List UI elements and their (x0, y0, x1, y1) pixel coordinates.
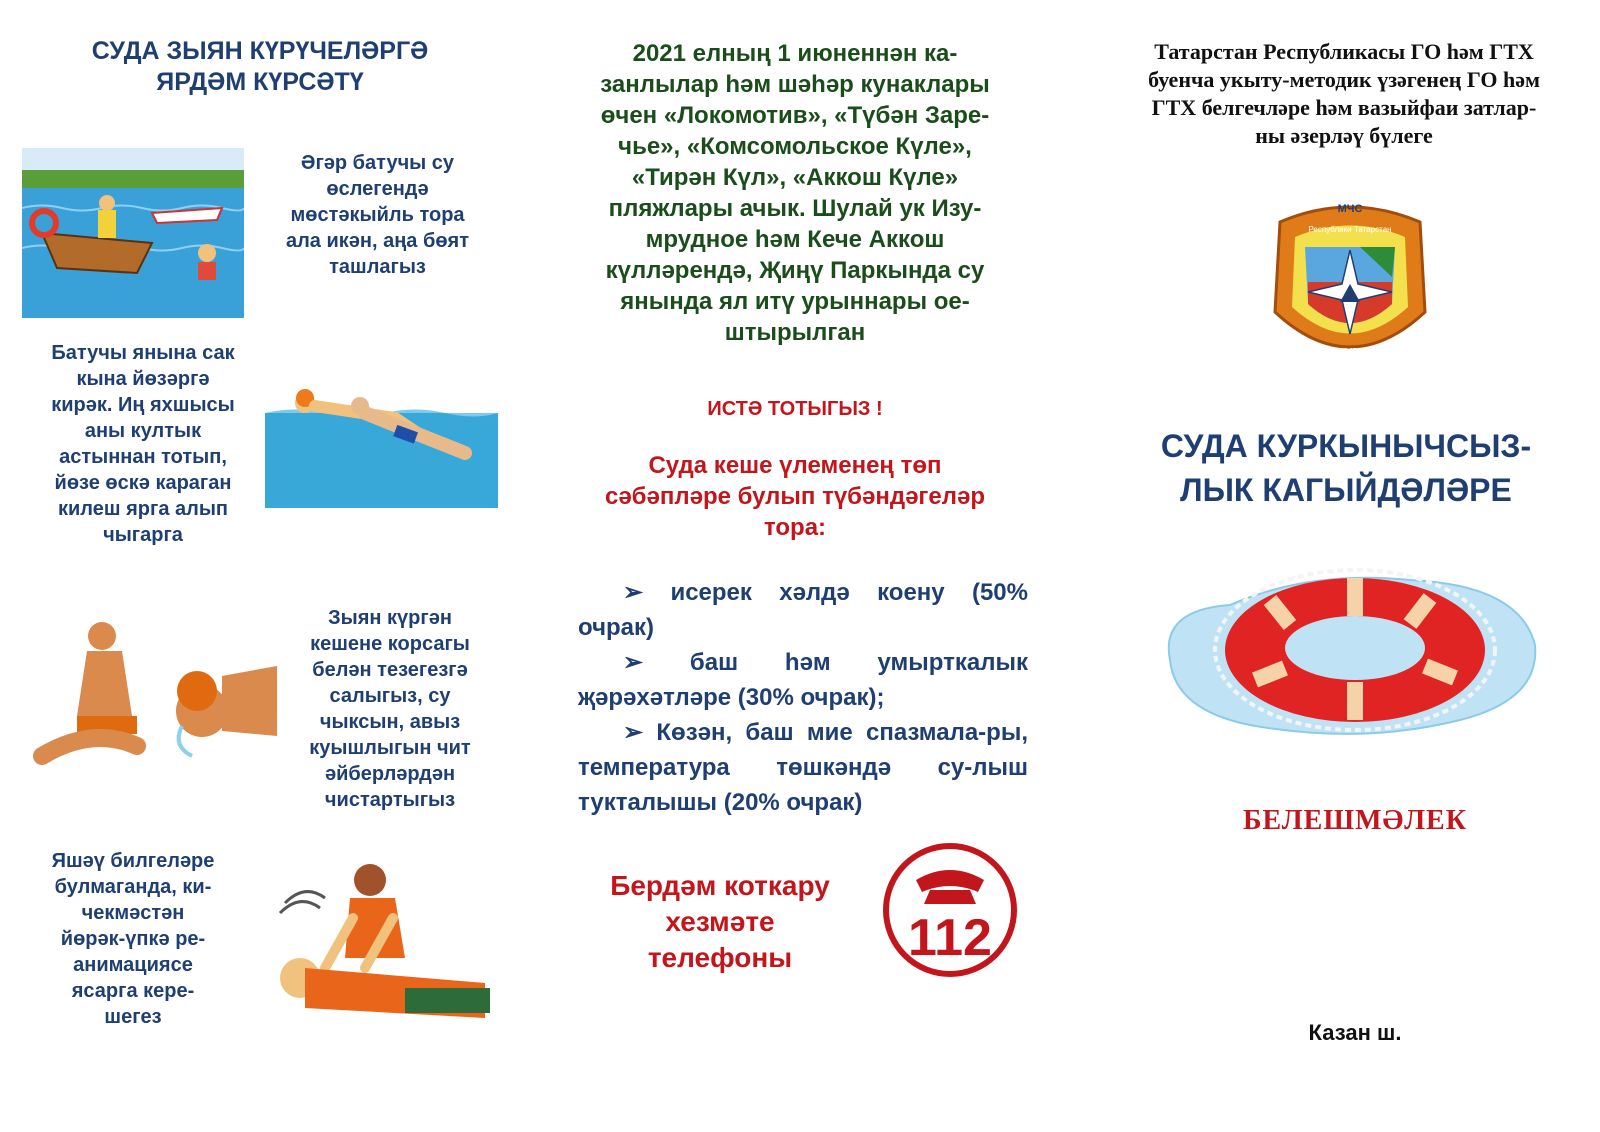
remember-heading: ИСТӘ ТОТЫГЫЗ ! (707, 398, 883, 420)
list-item: ➢ Көзән, баш мие спазмала-ры, температура төшкәндә су-лыш тукталышы (20% очрак) (578, 719, 1028, 816)
mchs-emblem-icon (1260, 192, 1440, 374)
organization-title: Татарстан Республикасы ГО һәм ГТХ буенча укыту-методик үзәгенең ГО һәм ГТХ белгечләре һәм вазыйфаи затлар- ны әзерләү бүлеге (1148, 39, 1540, 148)
cpr-illustration (245, 858, 500, 1028)
document-type-label: БЕЛЕШМӘЛЕК (1242, 805, 1468, 836)
tip-clear-airways: Зыян күргән кешене корсагы белән тезегезгә салыгыз, су чыксын, авыз куышлыгын чит әйберләрдән чистартыгыз (309, 607, 471, 811)
tip-throw-rope: Әгәр батучы су өслегендә мөстәкыйль тора ала икән, аңа бөят ташлагыз (285, 152, 470, 278)
left-section-title: СУДА ЗЫЯН КҮРҮЧЕЛӘРГӘ ЯРДӘМ КҮРСӘТҮ (91, 37, 429, 96)
beach-info-paragraph: 2021 елның 1 июненнән ка- занлылар һәм шәһәр кунаклары өчен «Локомотив», «Түбән Заре- чье», «Комсомольское Күле», «Тирән Күл», «Аккош Күле» пляжлары ачык. Шулай ук Изу- мрудное һәм Кече Аккош күлләрендә, Җиңү Паркында су янында ял итү урыннары ое- штырылган (600, 40, 990, 346)
svg-text:МЧС: МЧС (1337, 203, 1363, 215)
svg-text:Республики Татарстан: Республики Татарстан (1308, 225, 1392, 234)
causes-list (578, 575, 1028, 820)
causes-heading: Суда кеше үлеменең төп сәбәпләре булып түбәндәгеләр тора: (604, 452, 986, 541)
city-label: Казан ш. (1308, 1020, 1402, 1045)
rescue-service-label: Бердәм коткару хезмәте телефоны (610, 870, 830, 973)
phone-number: 112 (908, 909, 992, 967)
tip-swim-carefully: Батучы янына сак кына йөзәргә кирәк. Иң яхшысы аны култык астыннан тотып, йөзе өскә караган килеш ярга алып чыгарга (51, 342, 235, 546)
list-item: ➢ исерек хәлдә коену (50% очрак) (578, 579, 1028, 641)
boat-rescue-illustration (22, 148, 244, 318)
swimmer-tow-illustration (265, 358, 498, 508)
tip-cpr: Яшәү билгеләре булмаганда, ки- чекмәстән йөрәк-үпкә ре- анимациясе ясарга кере- шегез (51, 850, 215, 1028)
svg-text:предупреждение спасение помощь: предупреждение спасение помощь (1292, 347, 1408, 354)
emergency-phone-badge (880, 840, 1020, 980)
safety-rules-title: СУДА КУРКЫНЫЧСЫЗ- ЛЫК КАГЫЙДӘЛӘРЕ (1160, 428, 1532, 508)
drain-water-illustration (32, 606, 282, 786)
list-item: ➢ баш һәм умырткалык җәрәхәтләре (30% очрак); (578, 649, 1028, 711)
lifebuoy-icon (1160, 550, 1545, 750)
